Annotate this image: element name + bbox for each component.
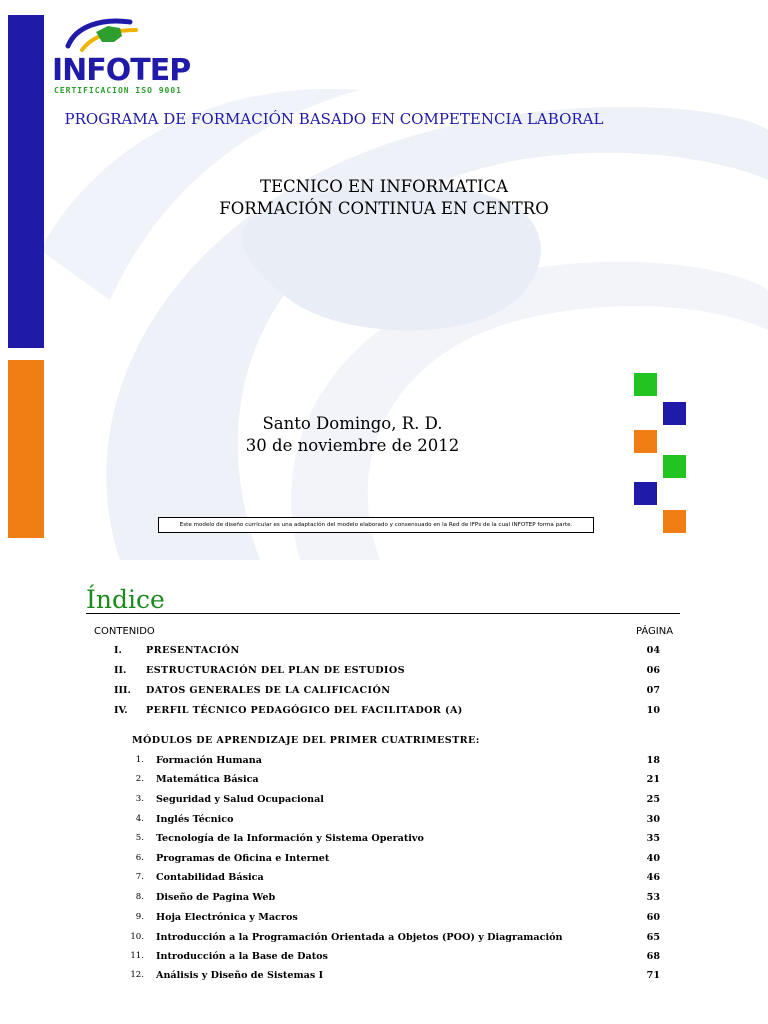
module-page: 35 [646, 833, 660, 844]
module-row [0, 892, 768, 910]
module-number: 9. [135, 912, 144, 922]
section-number: III. [114, 685, 131, 696]
square-blue-1 [663, 402, 686, 425]
module-label: Introducción a la Programación Orientada a Objetos (POO) y Diagramación [156, 932, 563, 943]
modules-heading: MÓDULOS DE APRENDIZAJE DEL PRIMER CUATRIMESTRE: [132, 735, 480, 746]
section-page: 06 [646, 665, 660, 676]
logo-wordmark: INFOTEP [52, 53, 191, 88]
logo-certification: CERTIFICACION ISO 9001 [54, 86, 182, 95]
column-header-content: CONTENIDO [94, 626, 155, 637]
module-number: 4. [135, 814, 144, 824]
module-page: 71 [646, 970, 660, 981]
module-number: 7. [135, 872, 144, 882]
module-page: 46 [646, 872, 660, 883]
index-section-row [0, 705, 768, 723]
module-page: 30 [646, 814, 660, 825]
section-page: 10 [646, 705, 660, 716]
module-label: Análisis y Diseño de Sistemas I [156, 970, 324, 981]
section-label: PRESENTACIÓN [146, 645, 240, 656]
module-page: 21 [646, 774, 660, 785]
module-label: Diseño de Pagina Web [156, 892, 276, 903]
module-label: Introducción a la Base de Datos [156, 951, 328, 962]
module-page: 18 [646, 755, 660, 766]
section-number: II. [114, 665, 127, 676]
column-header-page: PÁGINA [636, 626, 674, 637]
module-number: 1. [135, 755, 144, 765]
course-title [0, 176, 768, 220]
module-page: 40 [646, 853, 660, 864]
section-number: I. [114, 645, 122, 656]
module-row [0, 951, 768, 969]
section-label: PERFIL TÉCNICO PEDAGÓGICO DEL FACILITADOR (A) [146, 705, 463, 716]
module-row [0, 872, 768, 890]
module-row [0, 970, 768, 988]
module-number: 6. [135, 853, 144, 863]
section-page: 07 [646, 685, 660, 696]
square-green-2 [663, 455, 686, 478]
section-label: ESTRUCTURACIÓN DEL PLAN DE ESTUDIOS [146, 665, 405, 676]
module-row [0, 755, 768, 773]
module-number: 11. [130, 951, 144, 961]
place: Santo Domingo, R. D. [262, 414, 443, 433]
index-section-row [0, 685, 768, 703]
module-row [0, 853, 768, 871]
module-page: 60 [646, 912, 660, 923]
module-number: 8. [135, 892, 144, 902]
program-title: PROGRAMA DE FORMACIÓN BASADO EN COMPETENCIA LABORAL [64, 110, 604, 128]
module-row [0, 814, 768, 832]
square-orange-2 [663, 510, 686, 533]
section-number: IV. [114, 705, 128, 716]
square-green-1 [634, 373, 657, 396]
module-number: 10. [130, 932, 144, 942]
index-section-row [0, 645, 768, 663]
module-label: Formación Humana [156, 755, 262, 766]
course-title-line2: FORMACIÓN CONTINUA EN CENTRO [219, 199, 549, 218]
module-page: 65 [646, 932, 660, 943]
module-page: 25 [646, 794, 660, 805]
square-orange-1 [634, 430, 657, 453]
module-page: 53 [646, 892, 660, 903]
module-label: Programas de Oficina e Internet [156, 853, 330, 864]
module-label: Seguridad y Salud Ocupacional [156, 794, 324, 805]
module-row [0, 774, 768, 792]
section-page: 04 [646, 645, 660, 656]
module-number: 5. [135, 833, 144, 843]
module-row [0, 794, 768, 812]
module-number: 2. [135, 774, 144, 784]
disclaimer-box: Este modelo de diseño curricular es una adaptación del modelo elaborado y consensuado en la Red de IFPs de la cual INFOTEP forma parte. [158, 517, 594, 533]
module-row [0, 833, 768, 851]
index-divider [86, 613, 680, 614]
course-title-line1: TECNICO EN INFORMATICA [259, 177, 509, 196]
module-row [0, 912, 768, 930]
module-page: 68 [646, 951, 660, 962]
square-blue-2 [634, 482, 657, 505]
module-label: Inglés Técnico [156, 814, 234, 825]
date: 30 de noviembre de 2012 [245, 436, 460, 455]
module-label: Tecnología de la Información y Sistema Operativo [156, 833, 424, 844]
index-section-row [0, 665, 768, 683]
module-label: Hoja Electrónica y Macros [156, 912, 298, 923]
index-heading: Índice [86, 585, 165, 614]
module-number: 12. [130, 970, 144, 980]
section-label: DATOS GENERALES DE LA CALIFICACIÓN [146, 685, 391, 696]
place-and-date [0, 413, 705, 457]
module-label: Matemática Básica [156, 774, 259, 785]
module-label: Contabilidad Básica [156, 872, 264, 883]
module-number: 3. [135, 794, 144, 804]
module-row [0, 932, 768, 950]
